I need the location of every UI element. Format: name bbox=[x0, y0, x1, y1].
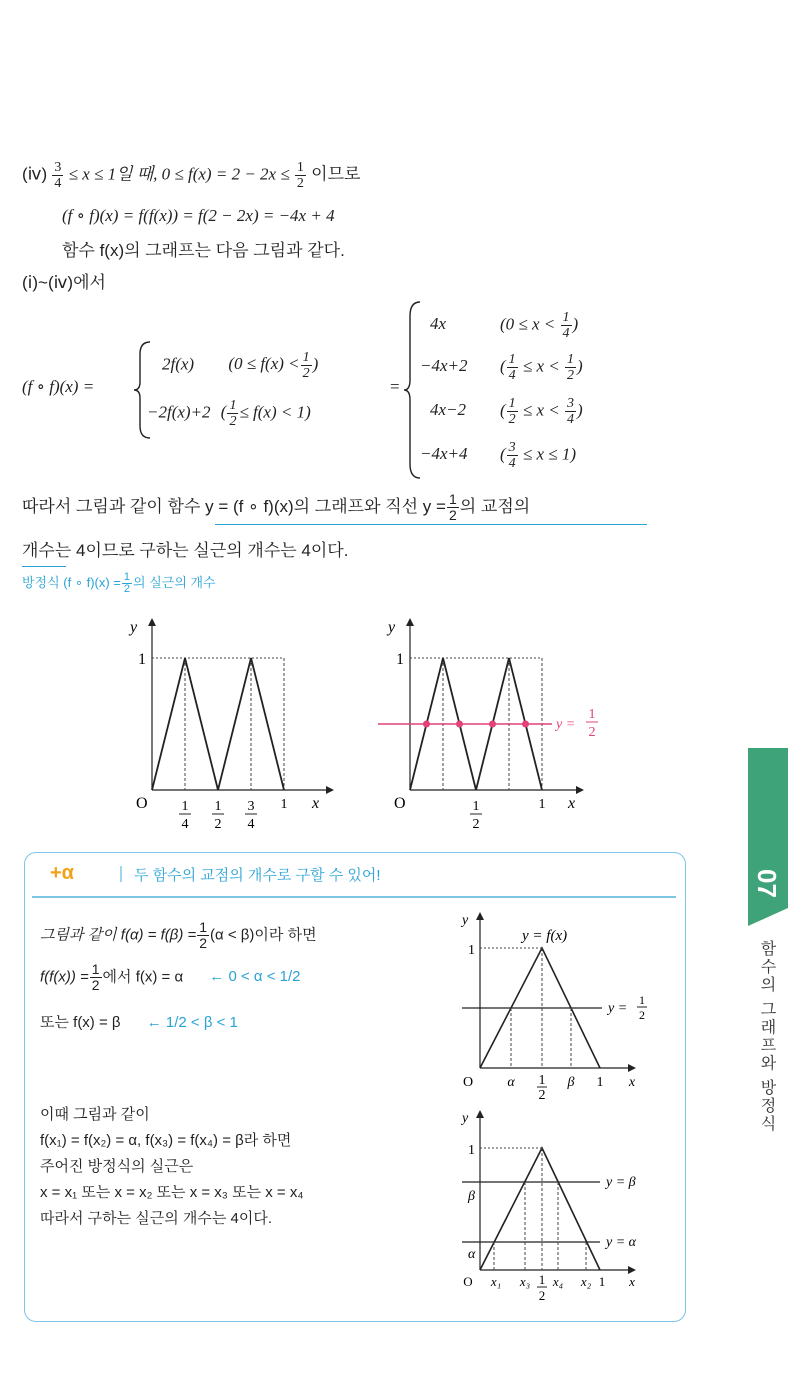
svg-text:1: 1 bbox=[538, 1073, 546, 1088]
mid-row-2: −2f(x)+2 ( $\frac{1}{2}$ ≤ f(x) < 1) bbox=[147, 398, 311, 429]
right-row-4: −4x+4 ( $\frac{3}{4}$ ≤ x ≤ 1) bbox=[420, 440, 577, 471]
tip-badge: +α bbox=[50, 862, 74, 884]
svg-text:4: 4 bbox=[247, 817, 255, 832]
svg-text:O: O bbox=[463, 1274, 473, 1289]
case-iv-line: (ⅳ) $\frac{3}{4}$ ≤ x ≤ 1일 때, 0 ≤ f(x) = 2 − 2x ≤ $\frac{1}{2}$ 이므로 bbox=[22, 160, 361, 191]
conclusion-line-1: 따라서 그림과 같이 함수 y = (f ∘ f)(x)의 그래프와 직선 y = $\frac{1}{2}$ 의 교점의 bbox=[22, 491, 531, 523]
graph-3 bbox=[450, 910, 670, 1100]
svg-text:x₃: x₃ bbox=[519, 1274, 531, 1289]
case-label: (ⅳ) bbox=[22, 164, 48, 184]
svg-text:1: 1 bbox=[280, 797, 288, 812]
right-row-2: −4x+2 ( $\frac{1}{4}$ ≤ x < $\frac{1}{2}$ ) bbox=[420, 352, 583, 383]
svg-text:1: 1 bbox=[538, 797, 546, 812]
svg-text:x: x bbox=[629, 1274, 635, 1289]
tip-header bbox=[24, 852, 684, 896]
case-iv-graph-text: 함수 f(x)의 그래프는 다음 그림과 같다. bbox=[62, 241, 345, 260]
svg-text:x₄: x₄ bbox=[552, 1274, 564, 1289]
svg-text:1: 1 bbox=[598, 1274, 606, 1289]
svg-text:1: 1 bbox=[472, 799, 480, 814]
graph-4 bbox=[450, 1108, 670, 1304]
svg-text:2: 2 bbox=[472, 817, 480, 832]
svg-text:2: 2 bbox=[639, 1008, 645, 1022]
svg-text:α: α bbox=[507, 1075, 515, 1090]
svg-text:2: 2 bbox=[538, 1088, 546, 1100]
from-cases: (ⅰ)~(ⅳ)에서 bbox=[22, 273, 106, 292]
svg-text:x₁: x₁ bbox=[490, 1274, 502, 1289]
graph2-y-label: y bbox=[388, 619, 396, 636]
tip-note-alpha: ← 0 < α < 1/2 bbox=[209, 968, 301, 986]
svg-text:β: β bbox=[567, 1075, 575, 1090]
right-brace bbox=[402, 300, 422, 480]
svg-text:α: α bbox=[468, 1247, 476, 1262]
svg-text:y = β: y = β bbox=[606, 1175, 636, 1190]
right-row-3: 4x−2 ( $\frac{1}{2}$ ≤ x < $\frac{3}{4}$ ) bbox=[430, 396, 583, 427]
svg-text:1: 1 bbox=[181, 799, 189, 814]
composite-lhs: (f ∘ f)(x) = bbox=[22, 377, 95, 396]
svg-text:x₂: x₂ bbox=[580, 1274, 592, 1289]
svg-text:1: 1 bbox=[538, 1272, 546, 1287]
tip-p7: x = x₁ 또는 x = x₂ 또는 x = x₃ 또는 x = x₄ bbox=[40, 1184, 304, 1201]
svg-text:O: O bbox=[462, 1075, 474, 1090]
graph1-x-label: x bbox=[312, 795, 320, 812]
svg-text:4: 4 bbox=[181, 817, 189, 832]
svg-text:1: 1 bbox=[468, 943, 475, 958]
composite-piecewise bbox=[22, 300, 662, 480]
svg-text:1: 1 bbox=[468, 1143, 475, 1158]
svg-text:3: 3 bbox=[247, 799, 255, 814]
svg-text:y =: y = bbox=[556, 717, 576, 732]
tip-p8: 따라서 구하는 실근의 개수는 4이다. bbox=[40, 1210, 273, 1227]
svg-text:y: y bbox=[462, 1111, 469, 1126]
graph1-one: 1 bbox=[138, 651, 146, 668]
mid-row-2-cond: ( bbox=[220, 402, 227, 422]
note-line: 방정식 (f ∘ f)(x) = $\frac{1}{2}$ 의 실근의 개수 bbox=[22, 571, 216, 596]
chapter-number: 07 bbox=[751, 869, 782, 898]
underline-2 bbox=[22, 566, 66, 567]
mid-row-1-expr: 2f(x) bbox=[162, 354, 195, 374]
svg-text:y: y bbox=[462, 913, 469, 928]
underline-1 bbox=[215, 524, 647, 525]
graph2-origin: O bbox=[394, 795, 406, 812]
svg-text:β: β bbox=[468, 1189, 475, 1204]
graph-2 bbox=[378, 612, 628, 832]
mid-row-1-cond-end: ) bbox=[312, 354, 319, 374]
mid-row-1-cond: (0 ≤ f(x) < bbox=[228, 354, 300, 374]
svg-text:1: 1 bbox=[596, 1075, 604, 1090]
graph1-y-label: y bbox=[130, 619, 138, 636]
chapter-tab-notch bbox=[748, 908, 788, 926]
chapter-title: 함수의 그래프와 방정식 bbox=[758, 940, 775, 1133]
tip-note-beta: ← 1/2 < β < 1 bbox=[146, 1014, 238, 1031]
case-iv-end: 이므로 bbox=[311, 164, 361, 184]
tip-p4: 이때 그림과 같이 bbox=[40, 1106, 150, 1123]
case-iv-condition: ≤ x ≤ 1일 때, 0 ≤ f(x) = 2 − 2x ≤ bbox=[68, 164, 290, 184]
tip-p6: 주어진 방정식의 실근은 bbox=[40, 1158, 194, 1175]
svg-text:2: 2 bbox=[588, 725, 596, 740]
case-iv-composite: (f ∘ f)(x) = f(f(x)) = f(2 − 2x) = −4x + 4 bbox=[62, 206, 335, 225]
mid-row-1: 2f(x) (0 ≤ f(x) < $\frac{1}{2}$ ) bbox=[162, 350, 319, 381]
tip-p3: 또는 f(x) = β ← 1/2 < β < 1 bbox=[40, 1014, 238, 1031]
tip-p2: f(f(x)) = $\frac{1}{2}$ 에서 f(x) = α ← 0 < α < 1/2 bbox=[40, 961, 301, 993]
svg-text:2: 2 bbox=[214, 817, 222, 832]
svg-text:y = α: y = α bbox=[606, 1235, 637, 1250]
conclusion-line-2: 개수는 4이므로 구하는 실근의 개수는 4이다. bbox=[22, 541, 349, 560]
mid-row-2-cond-end: ≤ f(x) < 1) bbox=[239, 402, 311, 422]
svg-text:2: 2 bbox=[538, 1288, 546, 1303]
graph2-one: 1 bbox=[396, 651, 404, 668]
graph3-title: y = f(x) bbox=[522, 928, 568, 944]
mid-row-2-expr: −2f(x)+2 bbox=[147, 402, 211, 422]
right-row-1: 4x (0 ≤ x < $\frac{1}{4}$ ) bbox=[430, 310, 579, 341]
tip-title: 두 함수의 교점의 개수로 구할 수 있어! bbox=[134, 867, 381, 884]
svg-text:1: 1 bbox=[214, 799, 222, 814]
composite-eq: = bbox=[390, 377, 400, 396]
svg-text:x: x bbox=[628, 1075, 636, 1090]
graph2-x-label: x bbox=[568, 795, 576, 812]
tip-divider bbox=[120, 866, 122, 882]
tip-p1: 그림과 같이 f(α) = f(β) = $\frac{1}{2}$ (α < β)이라 하면 bbox=[40, 919, 317, 951]
svg-text:1: 1 bbox=[639, 993, 645, 1007]
svg-text:y =: y = bbox=[608, 1001, 628, 1016]
graph-1 bbox=[120, 612, 340, 832]
tip-p5: f(x₁) = f(x₂) = α, f(x₃) = f(x₄) = β라 하면 bbox=[40, 1132, 292, 1149]
graph1-origin: O bbox=[136, 795, 148, 812]
svg-text:1: 1 bbox=[588, 707, 596, 722]
